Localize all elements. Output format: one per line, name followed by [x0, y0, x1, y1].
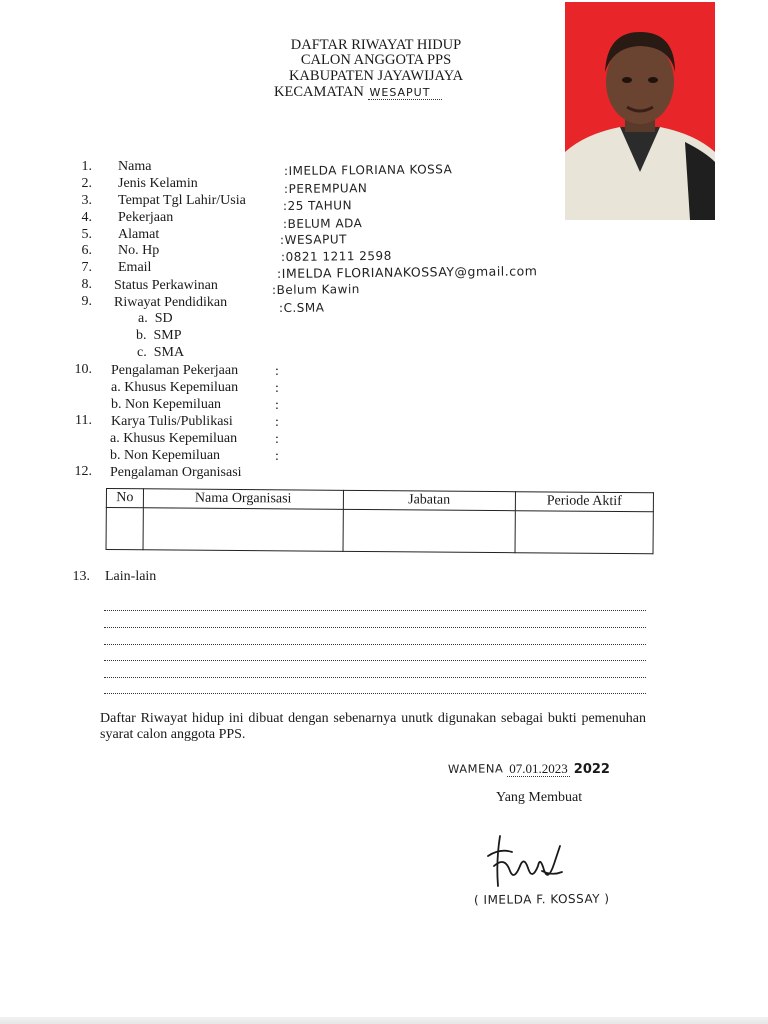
field-num: 8.: [81, 277, 92, 292]
kecamatan-label: KECAMATAN: [274, 84, 364, 100]
field-num: 9.: [81, 294, 92, 309]
doc-title-line-2: CALON ANGGOTA PPS: [300, 52, 452, 68]
section-10-sub-a: a. Khusus Kepemiluan: [111, 380, 239, 395]
field-label-tempat-tgl-lahir: Tempat Tgl Lahir/Usia: [118, 193, 246, 208]
field-num: 3.: [81, 193, 92, 208]
dotted-line: [104, 677, 646, 678]
dotted-line: [104, 627, 646, 628]
field-value-pekerjaan: :BELUM ADA: [282, 216, 363, 231]
field-value-email: :IMELDA FLORIANAKOSSAY@gmail.com: [276, 263, 538, 281]
section-10-sub-a-colon: :: [275, 381, 279, 396]
table-row: [106, 508, 653, 554]
section-12-num: 12.: [74, 464, 92, 479]
dotted-line: [104, 693, 646, 694]
education-item-sma: c. SMA: [137, 345, 185, 360]
col-header-jabatan: Jabatan: [343, 490, 515, 510]
place-value: WAMENA: [447, 761, 504, 776]
col-header-periode-aktif: Periode Aktif: [515, 492, 653, 512]
table-cell: [343, 509, 515, 552]
field-label-email: Email: [118, 260, 152, 275]
signature-icon: [480, 826, 580, 896]
field-label-alamat: Alamat: [118, 227, 160, 242]
statement-paragraph: Daftar Riwayat hidup ini dibuat dengan sebenarnya unutk digunakan sebagai bukti pemenuhan syarat calon anggota PPS.: [100, 711, 646, 742]
field-value-jenis-kelamin: :PEREMPUAN: [283, 181, 368, 196]
col-header-nama-organisasi: Nama Organisasi: [143, 489, 343, 510]
section-11-num: 11.: [75, 413, 92, 428]
field-value-nama: :IMELDA FLORIANA KOSSA: [283, 162, 453, 178]
dotted-line: [104, 660, 646, 661]
field-label-status-perkawinan: Status Perkawinan: [114, 278, 218, 293]
field-label-nama: Nama: [118, 159, 152, 174]
section-10-num: 10.: [74, 362, 92, 377]
field-value-status-perkawinan: :Belum Kawin: [271, 282, 360, 297]
section-10-sub-b-colon: :: [275, 398, 279, 413]
section-11-sub-b: b. Non Kepemiluan: [110, 448, 221, 463]
field-label-pekerjaan: Pekerjaan: [118, 210, 174, 225]
field-label-jenis-kelamin: Jenis Kelamin: [118, 176, 198, 191]
kecamatan-value: WESAPUT: [368, 86, 443, 100]
organization-table: [106, 488, 654, 554]
education-item-smp: b. SMP: [136, 328, 182, 343]
section-11-colon: :: [275, 415, 279, 430]
doc-title-line-1: DAFTAR RIWAYAT HIDUP: [290, 37, 462, 53]
dotted-line: [104, 644, 646, 645]
field-value-alamat: :WESAPUT: [279, 232, 347, 247]
section-10-colon: :: [275, 364, 279, 379]
doc-title-line-3: KABUPATEN JAYAWIJAYA: [288, 68, 464, 84]
dotted-line: [104, 610, 646, 611]
section-13-num: 13.: [72, 569, 90, 584]
place-date: [448, 760, 610, 778]
signer-name: ( IMELDA F. KOSSAY ): [473, 891, 610, 907]
section-12-label: Pengalaman Organisasi: [110, 465, 242, 480]
applicant-photo: [565, 2, 715, 220]
table-cell: [106, 508, 143, 550]
field-label-no-hp: No. Hp: [118, 243, 160, 258]
portrait-image: [565, 2, 715, 220]
field-value-no-hp: :0821 1211 2598: [280, 248, 392, 264]
field-num: 4.: [81, 210, 92, 225]
section-11-sub-a: a. Khusus Kepemiluan: [110, 431, 238, 446]
year-value: 2022: [573, 762, 610, 777]
field-num: 6.: [81, 243, 92, 258]
section-11-sub-a-colon: :: [275, 432, 279, 447]
signer-title: Yang Membuat: [496, 790, 583, 805]
section-10-sub-b: b. Non Kepemiluan: [111, 397, 222, 412]
field-num: 5.: [81, 227, 92, 242]
scan-edge: [0, 1017, 768, 1024]
section-13-label: Lain-lain: [105, 569, 157, 584]
col-header-no: No: [106, 489, 143, 508]
doc-title-line-4: [274, 84, 442, 101]
date-value: 07.01.2023: [509, 761, 568, 776]
field-num: 7.: [81, 260, 92, 275]
field-label-riwayat-pendidikan: Riwayat Pendidikan: [114, 295, 228, 310]
section-11-sub-b-colon: :: [275, 449, 279, 464]
field-value-riwayat-pendidikan: :C.SMA: [278, 300, 325, 315]
table-cell: [143, 508, 343, 552]
field-num: 2.: [81, 176, 92, 191]
field-num: 1.: [81, 159, 92, 174]
section-10-label: Pengalaman Pekerjaan: [111, 363, 239, 378]
table-cell: [515, 511, 654, 554]
education-item-sd: a. SD: [138, 311, 173, 326]
field-value-tempat-tgl-lahir: :25 TAHUN: [282, 198, 353, 213]
section-11-label: Karya Tulis/Publikasi: [111, 414, 233, 429]
